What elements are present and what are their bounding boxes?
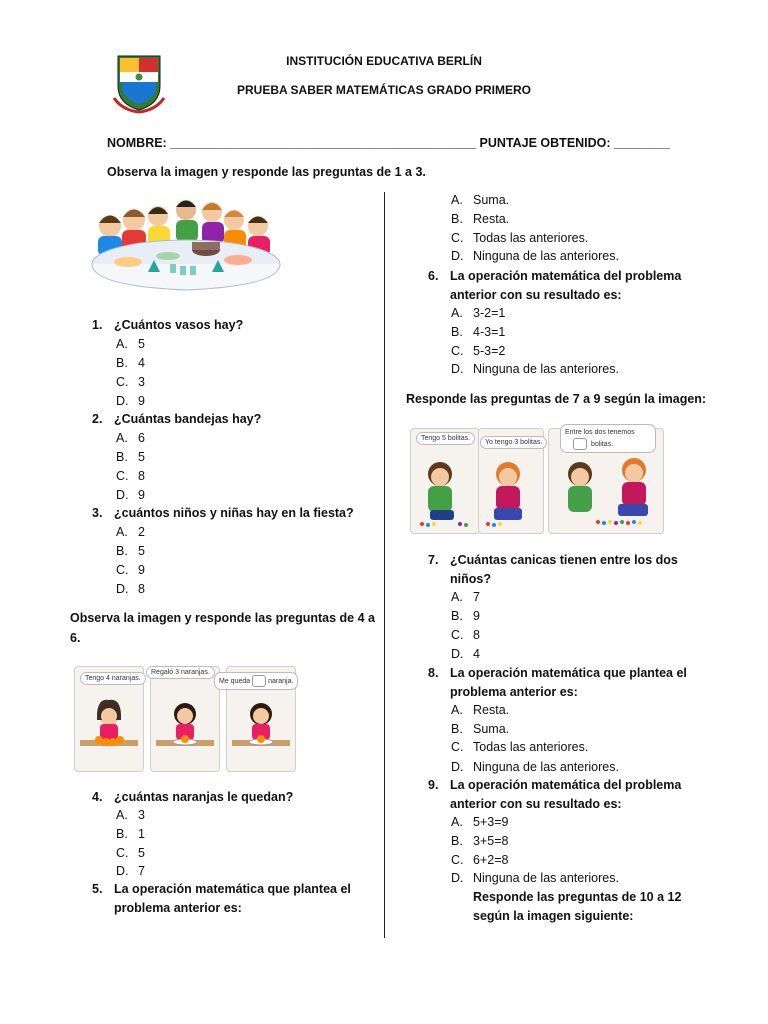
question-text: ¿Cuántos vasos hay?	[114, 318, 244, 332]
option-text: Ninguna de las anteriores.	[473, 871, 619, 885]
answer-option[interactable]	[451, 191, 509, 210]
option-letter: A.	[451, 193, 463, 207]
question-text: ¿Cuántas bandejas hay?	[114, 412, 262, 426]
question-8	[428, 664, 687, 702]
option-letter: A.	[451, 815, 463, 829]
option-letter: A.	[451, 590, 463, 604]
option-text: 3	[138, 375, 145, 389]
question-1	[92, 316, 243, 335]
instruction-line: Responde las preguntas de 10 a 12	[473, 890, 682, 904]
answer-option[interactable]	[451, 304, 505, 323]
option-text: 1	[138, 827, 145, 841]
question-text	[450, 664, 687, 702]
question-2	[92, 410, 261, 429]
option-text: 8	[138, 469, 145, 483]
answer-option[interactable]	[116, 373, 145, 392]
question-text: ¿cuántas naranjas le quedan?	[114, 790, 294, 804]
option-letter: A.	[116, 337, 128, 351]
answer-option[interactable]	[451, 607, 480, 626]
instruction-line: 6.	[70, 631, 81, 645]
question-number: 2.	[92, 412, 103, 426]
question-line: La operación matemática que plantea el	[450, 666, 687, 680]
option-letter: D.	[451, 647, 464, 661]
question-number: 8.	[428, 666, 439, 680]
option-letter: C.	[451, 344, 464, 358]
option-letter: B.	[116, 356, 128, 370]
option-letter: C.	[451, 740, 464, 754]
question-5	[92, 880, 351, 918]
question-4	[92, 788, 293, 807]
option-text: 4	[138, 356, 145, 370]
instruction-q4-6	[70, 608, 375, 648]
question-number: 6.	[428, 269, 439, 283]
name-and-score-line: NOMBRE: ____________________________________________ PUNTAJE OBTENIDO: ________	[107, 136, 670, 150]
option-text: 5	[138, 846, 145, 860]
question-number: 1.	[92, 318, 103, 332]
answer-option[interactable]	[451, 758, 619, 777]
option-text: Ninguna de las anteriores.	[473, 249, 619, 263]
option-letter: D.	[451, 760, 464, 774]
question-text	[450, 776, 681, 814]
answer-option[interactable]	[116, 335, 145, 354]
question-line: La operación matemática del problema	[450, 269, 682, 283]
answer-option[interactable]	[451, 720, 509, 739]
answer-option[interactable]	[451, 247, 619, 266]
question-number: 5.	[92, 882, 103, 896]
answer-option[interactable]	[451, 645, 480, 664]
bubble-text: Entre los dos tenemos	[565, 429, 635, 436]
option-letter: A.	[451, 306, 463, 320]
option-text: 5	[138, 450, 145, 464]
option-letter: C.	[451, 231, 464, 245]
answer-option[interactable]	[451, 588, 480, 607]
question-line: La operación matemática del problema	[450, 778, 682, 792]
instruction-line: Observa la imagen y responde las preguntas de 4 a	[70, 611, 375, 625]
question-text: ¿cuántos niños y niñas hay en la fiesta?	[114, 506, 354, 520]
option-letter: B.	[451, 212, 463, 226]
question-line: La operación matemática que plantea el	[114, 882, 351, 896]
question-number: 3.	[92, 506, 103, 520]
question-number: 9.	[428, 778, 439, 792]
answer-option[interactable]	[116, 844, 145, 863]
instruction-line: según la imagen siguiente:	[473, 909, 634, 923]
bubble-text: Me queda	[219, 677, 251, 685]
answer-option[interactable]	[451, 229, 588, 248]
option-letter: A.	[451, 703, 463, 717]
option-letter: D.	[451, 362, 464, 376]
question-text	[450, 551, 678, 589]
answer-option[interactable]	[451, 342, 505, 361]
option-text: 7	[138, 864, 145, 878]
answer-option[interactable]	[116, 429, 145, 448]
option-text: 9	[473, 609, 480, 623]
option-text: Suma.	[473, 722, 510, 736]
question-line: niños?	[450, 572, 491, 586]
option-text: 3	[138, 808, 145, 822]
option-letter: D.	[116, 394, 129, 408]
question-line: anterior con su resultado es:	[450, 288, 622, 302]
speech-bubble: Regaló 3 naranjas.	[146, 666, 215, 679]
speech-bubble: Tengo 5 bolitas.	[416, 432, 475, 445]
answer-option[interactable]	[451, 832, 508, 851]
bubble-text: bolitas.	[590, 440, 614, 448]
question-line: problema anterior es:	[450, 685, 578, 699]
option-text: 5+3=9	[473, 815, 509, 829]
option-letter: C.	[116, 375, 129, 389]
option-letter: D.	[451, 871, 464, 885]
girl-figure	[80, 700, 138, 746]
question-number: 7.	[428, 553, 439, 567]
option-letter: C.	[116, 846, 129, 860]
option-letter: B.	[116, 450, 128, 464]
answer-option[interactable]	[451, 851, 508, 870]
question-line: anterior con su resultado es:	[450, 797, 622, 811]
option-letter: B.	[451, 834, 463, 848]
answer-option[interactable]	[451, 210, 509, 229]
option-letter: B.	[116, 544, 128, 558]
option-text: 6+2=8	[473, 853, 509, 867]
answer-option[interactable]	[451, 738, 588, 757]
marbles-story-image	[408, 424, 666, 536]
answer-option[interactable]	[451, 869, 619, 888]
option-text: Ninguna de las anteriores.	[473, 760, 619, 774]
answer-option[interactable]	[116, 523, 145, 542]
option-letter: D.	[451, 249, 464, 263]
answer-option[interactable]	[116, 561, 145, 580]
option-text: Todas las anteriores.	[473, 231, 589, 245]
answer-option[interactable]	[116, 392, 145, 411]
option-text: 3+5=8	[473, 834, 509, 848]
option-text: Ninguna de las anteriores.	[473, 362, 619, 376]
option-text: 4	[473, 647, 480, 661]
question-text	[450, 267, 681, 305]
answer-option[interactable]	[116, 486, 145, 505]
instruction-q1-3: Observa la imagen y responde las preguntas de 1 a 3.	[107, 165, 426, 179]
option-letter: B.	[451, 609, 463, 623]
bubble-text: naranja.	[268, 677, 294, 685]
answer-option[interactable]	[116, 354, 145, 373]
question-line: ¿Cuántas canicas tienen entre los dos	[450, 553, 678, 567]
answer-option[interactable]	[116, 542, 145, 561]
answer-option[interactable]	[451, 626, 480, 645]
option-text: 4-3=1	[473, 325, 506, 339]
question-7	[428, 551, 678, 589]
column-divider	[384, 192, 385, 938]
option-letter: C.	[451, 628, 464, 642]
option-letter: B.	[451, 325, 463, 339]
option-text: 5-3=2	[473, 344, 506, 358]
speech-bubble: Tengo 4 naranjas.	[80, 672, 146, 685]
option-text: Suma.	[473, 193, 510, 207]
option-text: 2	[138, 525, 145, 539]
instruction-q7-9: Responde las preguntas de 7 a 9 según la imagen:	[406, 392, 707, 406]
option-text: 3-2=1	[473, 306, 506, 320]
option-letter: B.	[451, 722, 463, 736]
answer-option[interactable]	[451, 323, 505, 342]
question-3	[92, 504, 354, 523]
answer-option[interactable]	[451, 701, 509, 720]
oranges-story-image	[72, 662, 298, 774]
answer-option[interactable]	[116, 825, 145, 844]
question-9	[428, 776, 681, 814]
option-letter: C.	[451, 853, 464, 867]
option-text: 8	[138, 582, 145, 596]
option-letter: D.	[116, 488, 129, 502]
answer-option[interactable]	[451, 813, 508, 832]
option-letter: A.	[116, 525, 128, 539]
option-text: 9	[138, 394, 145, 408]
option-text: 5	[138, 337, 145, 351]
option-letter: A.	[116, 431, 128, 445]
answer-option[interactable]	[116, 806, 145, 825]
party-table-image	[88, 190, 284, 302]
option-text: Todas las anteriores.	[473, 740, 589, 754]
answer-option[interactable]	[116, 467, 145, 486]
answer-option[interactable]	[116, 862, 145, 881]
option-letter: C.	[116, 563, 129, 577]
option-text: 5	[138, 544, 145, 558]
question-number: 4.	[92, 790, 103, 804]
option-text: Resta.	[473, 703, 510, 717]
question-6	[428, 267, 681, 305]
test-title: PRUEBA SABER MATEMÁTICAS GRADO PRIMERO	[236, 83, 531, 97]
option-letter: C.	[116, 469, 129, 483]
option-text: 7	[473, 590, 480, 604]
option-letter: A.	[116, 808, 128, 822]
question-text	[114, 880, 351, 918]
answer-option[interactable]	[116, 580, 145, 599]
instruction-q10-12	[473, 888, 681, 926]
option-text: 9	[138, 563, 145, 577]
answer-option[interactable]	[451, 360, 619, 379]
question-line: problema anterior es:	[114, 901, 242, 915]
option-text: Resta.	[473, 212, 510, 226]
option-letter: B.	[116, 827, 128, 841]
option-letter: D.	[116, 582, 129, 596]
option-text: 8	[473, 628, 480, 642]
answer-option[interactable]	[116, 448, 145, 467]
option-text: 9	[138, 488, 145, 502]
option-letter: D.	[116, 864, 129, 878]
institution-name: INSTITUCIÓN EDUCATIVA BERLÍN	[286, 54, 482, 68]
option-text: 6	[138, 431, 145, 445]
speech-bubble: Yo tengo 3 bolitas.	[480, 436, 547, 449]
